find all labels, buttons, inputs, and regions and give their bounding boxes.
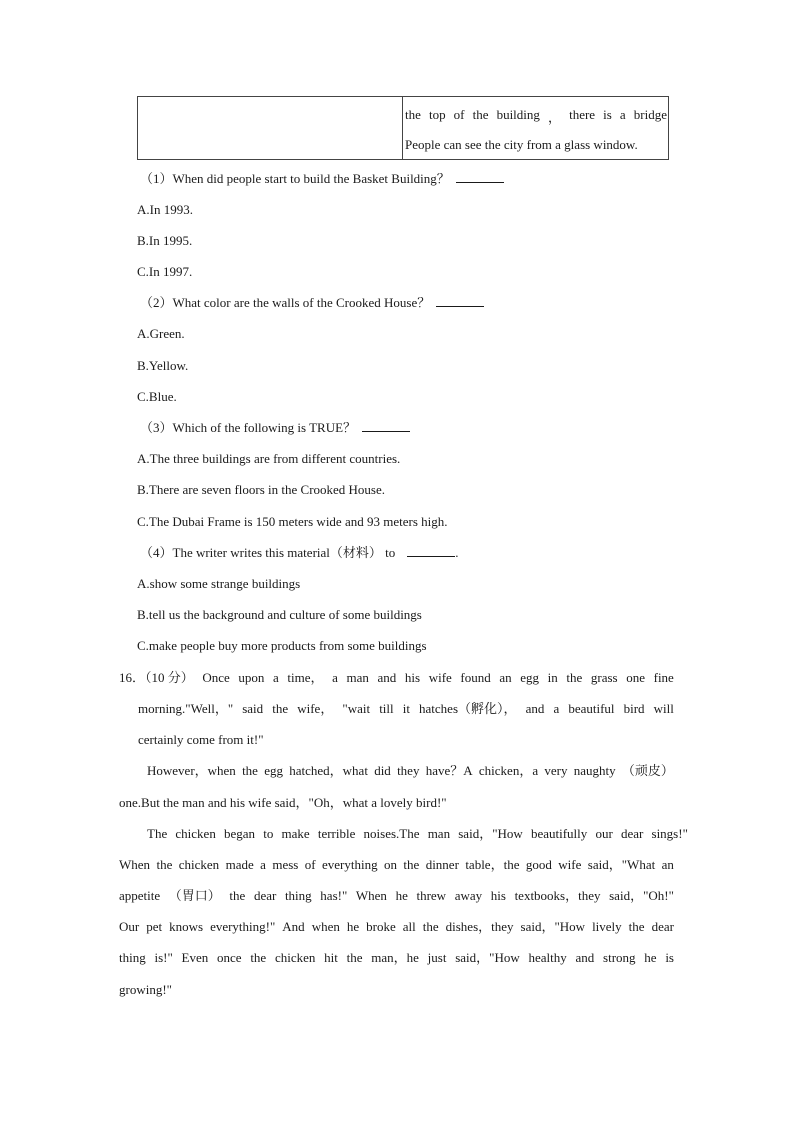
answer-blank[interactable]: [436, 295, 484, 307]
word: threw: [416, 888, 447, 903]
word: the: [250, 950, 267, 965]
answer-blank[interactable]: [362, 420, 410, 432]
word: the: [272, 701, 289, 716]
word: chicken: [178, 857, 220, 872]
word: table，the: [465, 857, 520, 872]
word: there: [569, 107, 596, 122]
word: the: [346, 950, 363, 965]
word: said: [242, 701, 264, 716]
word: found: [460, 670, 491, 685]
question-4-option-b[interactable]: B.tell us the background and culture of some buildings: [137, 607, 422, 622]
question-3-stem: （3）Which of the following is TRUE？: [140, 420, 410, 436]
table-cell-line-2: People can see the city from a glass window.: [405, 137, 638, 152]
word: make: [281, 826, 310, 841]
word: 16．（10 分）: [119, 670, 194, 685]
word: time，: [287, 670, 324, 685]
word: has!": [320, 888, 348, 903]
word: is: [603, 107, 612, 122]
word: building: [496, 107, 540, 122]
question-2-option-a[interactable]: A.Green.: [137, 326, 185, 341]
word: is: [665, 950, 674, 965]
word: hatches（孵化），: [419, 701, 517, 716]
word: the: [229, 888, 246, 903]
word: upon: [238, 670, 265, 685]
word: said，"How: [458, 826, 523, 841]
q16-para3-line-5: [119, 950, 674, 966]
word: bird: [623, 701, 645, 716]
word: When: [355, 888, 387, 903]
word: his: [490, 888, 506, 903]
word: healthy: [528, 950, 567, 965]
word: lively: [592, 919, 622, 934]
word: And: [282, 919, 305, 934]
word: one: [626, 670, 645, 685]
word: when: [311, 919, 340, 934]
word: in: [547, 670, 558, 685]
word: the: [628, 919, 645, 934]
q16-line-1: [119, 670, 674, 686]
word: （胃口）: [168, 888, 221, 903]
question-3-option-a[interactable]: A.The three buildings are from different countries.: [137, 451, 401, 466]
question-1-option-b[interactable]: B.In 1995.: [137, 233, 193, 248]
word: hit: [324, 950, 338, 965]
word: knows: [169, 919, 204, 934]
word: he: [395, 888, 408, 903]
word: just: [427, 950, 447, 965]
question-1-stem: （1）When did people start to build the Basket Building？: [140, 171, 504, 187]
question-3-option-b[interactable]: B.There are seven floors in the Crooked House.: [137, 482, 386, 497]
word: naughty: [573, 763, 616, 778]
word: good: [525, 857, 552, 872]
word: morning."Well，": [138, 701, 234, 716]
word: ，: [547, 110, 561, 125]
word: textbooks，they: [514, 888, 601, 903]
table-cell-line-1: [405, 107, 667, 126]
word: top: [428, 107, 446, 122]
word: the: [422, 919, 439, 934]
word: Even: [181, 950, 209, 965]
question-1-option-c[interactable]: C.In 1997.: [137, 264, 193, 279]
word: dear: [253, 888, 277, 903]
word: chicken: [274, 950, 316, 965]
word: noises.The: [363, 826, 420, 841]
word: he: [644, 950, 657, 965]
answer-blank[interactable]: [456, 171, 504, 183]
word: Once: [202, 670, 230, 685]
word: dishes，they: [445, 919, 514, 934]
word: said，"How: [455, 950, 520, 965]
word: on: [383, 857, 397, 872]
word: they: [397, 763, 420, 778]
question-3-option-c[interactable]: C.The Dubai Frame is 150 meters wide and 93 meters high.: [137, 514, 448, 529]
word: have？A: [425, 763, 473, 778]
word: terrible: [317, 826, 356, 841]
word: strong: [603, 950, 636, 965]
word: of: [453, 107, 465, 122]
word: However，when: [147, 763, 236, 778]
word: will: [653, 701, 674, 716]
word: grass: [590, 670, 618, 685]
word: everything: [321, 857, 378, 872]
word: wife，: [297, 701, 334, 716]
word: and: [525, 701, 545, 716]
q16-line-3: certainly come from it!": [138, 732, 264, 747]
word: （顽皮）: [621, 763, 674, 778]
word: said，"Oh!": [609, 888, 674, 903]
word: egg: [520, 670, 540, 685]
question-1-option-a[interactable]: A.In 1993.: [137, 202, 193, 217]
word: a: [260, 857, 266, 872]
word: he: [346, 919, 360, 934]
word: and: [575, 950, 595, 965]
question-4-option-c[interactable]: C.make people buy more products from some buildings: [137, 638, 427, 653]
word: is!": [154, 950, 173, 965]
question-4-option-a[interactable]: A.show some strange buildings: [137, 576, 301, 591]
word: till: [379, 701, 394, 716]
word: the: [566, 670, 583, 685]
q16-para3-line-2: [119, 857, 674, 873]
word: thing: [284, 888, 312, 903]
word: thing: [119, 950, 146, 965]
word: dear: [651, 919, 674, 934]
question-2-stem: （2）What color are the walls of the Crooked House？: [140, 295, 484, 311]
word: it: [402, 701, 410, 716]
info-table: [137, 96, 669, 160]
word: a: [273, 670, 279, 685]
word: the: [405, 107, 421, 122]
answer-blank[interactable]: [407, 545, 455, 557]
word: hatched，what: [289, 763, 368, 778]
word: wife: [558, 857, 582, 872]
word: did: [374, 763, 391, 778]
q16-para3-line-6: growing!": [119, 982, 172, 997]
word: mess: [272, 857, 299, 872]
word: everything!": [210, 919, 276, 934]
word: Our: [119, 919, 140, 934]
word: the: [403, 857, 420, 872]
word: beautifully: [530, 826, 588, 841]
q16-para3-line-4: [119, 919, 674, 935]
word: a: [553, 701, 560, 716]
word: appetite: [119, 888, 161, 903]
word: his: [404, 670, 421, 685]
word: an: [661, 857, 674, 872]
question-2-option-b[interactable]: B.Yellow.: [137, 358, 189, 373]
word: the: [472, 107, 489, 122]
word: made: [225, 857, 254, 872]
word: a: [332, 670, 338, 685]
word: beautiful: [568, 701, 615, 716]
word: wife: [428, 670, 452, 685]
word: fine: [653, 670, 674, 685]
word: to: [263, 826, 274, 841]
word: said，"What: [587, 857, 656, 872]
table-column-divider: [402, 97, 403, 159]
word: the: [156, 857, 173, 872]
q16-line-2: [138, 701, 674, 717]
word: a: [619, 107, 626, 122]
word: away: [454, 888, 483, 903]
word: The: [147, 826, 168, 841]
word: "wait: [342, 701, 371, 716]
q16-para3-line-1: [147, 826, 688, 842]
word: chicken: [175, 826, 216, 841]
word: When: [119, 857, 151, 872]
q16-para2-line-1: [147, 763, 674, 779]
word: man: [427, 826, 451, 841]
word: an: [499, 670, 512, 685]
word: sings!": [651, 826, 688, 841]
word: man: [346, 670, 369, 685]
question-2-option-c[interactable]: C.Blue.: [137, 389, 177, 404]
word: began: [223, 826, 256, 841]
word: man，he: [371, 950, 419, 965]
word: dear: [620, 826, 644, 841]
word: of: [304, 857, 316, 872]
word: very: [544, 763, 568, 778]
word: and: [377, 670, 397, 685]
word: all: [402, 919, 416, 934]
word: pet: [146, 919, 163, 934]
q16-para3-line-3: [119, 888, 674, 904]
q16-para2-line-2: one.But the man and his wife said，"Oh，what a lovely bird!": [119, 795, 447, 810]
word: once: [217, 950, 242, 965]
word: chicken，a: [478, 763, 539, 778]
word: dinner: [425, 857, 459, 872]
word: broke: [366, 919, 396, 934]
word: the: [242, 763, 258, 778]
word: egg: [264, 763, 283, 778]
question-4-stem: （4）The writer writes this material（材料） to .: [140, 545, 459, 560]
word: said，"How: [520, 919, 586, 934]
word: bridge: [633, 107, 667, 122]
word: our: [595, 826, 613, 841]
